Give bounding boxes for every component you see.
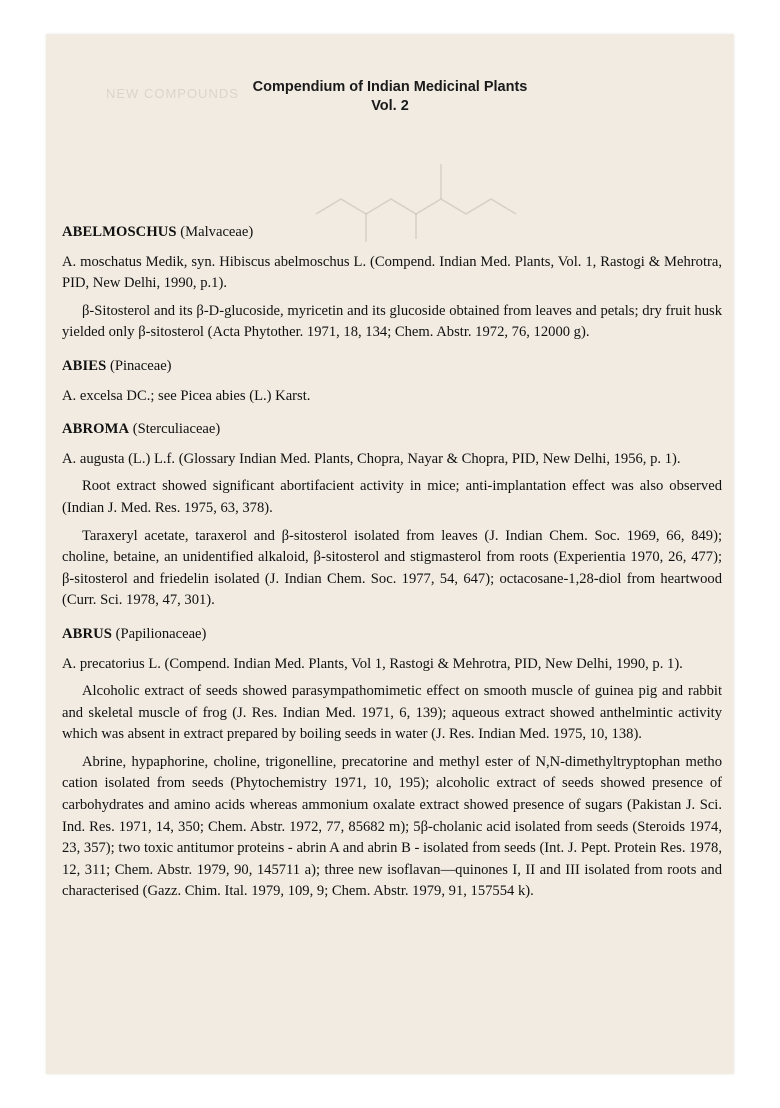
genus-name: ABRUS <box>62 625 112 642</box>
species-citation: A. augusta (L.) L.f. (Glossary Indian Med. Plants, Chopra, Nayar & Chopra, PID, New Delhi, 1956, p. 1). <box>62 450 681 467</box>
family-name: (Sterculiaceae) <box>132 421 221 438</box>
document-page <box>46 34 734 1074</box>
page-body <box>62 210 722 909</box>
genus-name: ABROMA <box>62 421 130 438</box>
genus-heading <box>62 222 722 244</box>
family-name: (Pinaceae) <box>109 357 172 374</box>
species-citation: A. moschatus Medik, syn. Hibiscus abelmoschus L. (Compend. Indian Med. Plants, Vol. 1, Rastogi & Mehrotra, PID, New Delhi, 1990, p.1). <box>62 253 722 292</box>
book-title: Compendium of Indian Medicinal Plants <box>252 79 528 95</box>
genus-name: ABIES <box>62 357 107 374</box>
family-name: (Papilionaceae) <box>115 625 207 642</box>
bleed-through-text: NEW COMPOUNDS <box>106 86 239 101</box>
species-citation: A. excelsa DC.; see Picea abies (L.) Karst. <box>62 387 311 404</box>
genus-heading <box>62 624 722 646</box>
species-citation: A. precatorius L. (Compend. Indian Med. Plants, Vol 1, Rastogi & Mehrotra, PID, New Delhi, 1990, p. 1). <box>62 655 683 672</box>
chemistry-paragraph: β-Sitosterol and its β-D-glucoside, myricetin and its glucoside obtained from leaves and petals; dry fruit husk yielded only β-sitosterol (Acta Phytother. 1971, 18, 134; Chem. Abstr. 1972, 76, 12000 g). <box>62 302 722 341</box>
activity-paragraph: Alcoholic extract of seeds showed parasympathomimetic effect on smooth muscle of guinea pig and rabbit and skeletal muscle of frog (J. Res. Indian Med. 1971, 6, 139); aqueous extract showed anthelmintic activity which was absent in extract prepared by boiling seeds in water (J. Res. Indian Med. 1975, 10, 138). <box>62 683 722 743</box>
genus-heading <box>62 356 722 378</box>
activity-paragraph: Root extract showed significant abortifacient activity in mice; anti-implantation effect was also observed (Indian J. Med. Res. 1975, 63, 378). <box>62 478 722 516</box>
volume-number: Vol. 2 <box>371 98 409 114</box>
family-name: (Malvaceae) <box>180 224 254 240</box>
running-header <box>46 78 734 116</box>
genus-name: ABELMOSCHUS <box>62 224 177 240</box>
genus-heading <box>62 419 722 441</box>
chemistry-paragraph: Abrine, hypaphorine, choline, trigonelline, precatorine and methyl ester of N,N-dimethyltryptophan metho cation isolated from seeds (Phytochemistry 1971, 10, 195); alcoholic extract of seeds showed presence of carbohydrates and amino acids whereas ammonium oxalate extract showed presence of sugars (Pakistan J. Sci. Ind. Res. 1971, 14, 350; Chem. Abstr. 1972, 77, 85682 m); 5β-cholanic acid isolated from seeds (Steroids 1974, 23, 357); two toxic antitumor proteins - abrin A and abrin B - isolated from seeds (Int. J. Pept. Protein Res. 1978, 12, 311; Chem. Abstr. 1979, 90, 145711 a); three new isoflavan—quinones I, II and III isolated from roots and characterised (Gazz. Chim. Ital. 1979, 109, 9; Chem. Abstr. 1979, 91, 157554 k). <box>62 753 722 900</box>
chemistry-paragraph: Taraxeryl acetate, taraxerol and β-sitosterol isolated from leaves (J. Indian Chem. Soc. 1969, 66, 849); choline, betaine, an unidentified alkaloid, β-sitosterol and stigmasterol from roots (Experientia 1970, 26, 477); β-sitosterol and friedelin isolated (J. Indian Chem. Soc. 1977, 54, 647); octacosane-1,28-diol from heartwood (Curr. Sci. 1978, 47, 301). <box>62 527 722 609</box>
